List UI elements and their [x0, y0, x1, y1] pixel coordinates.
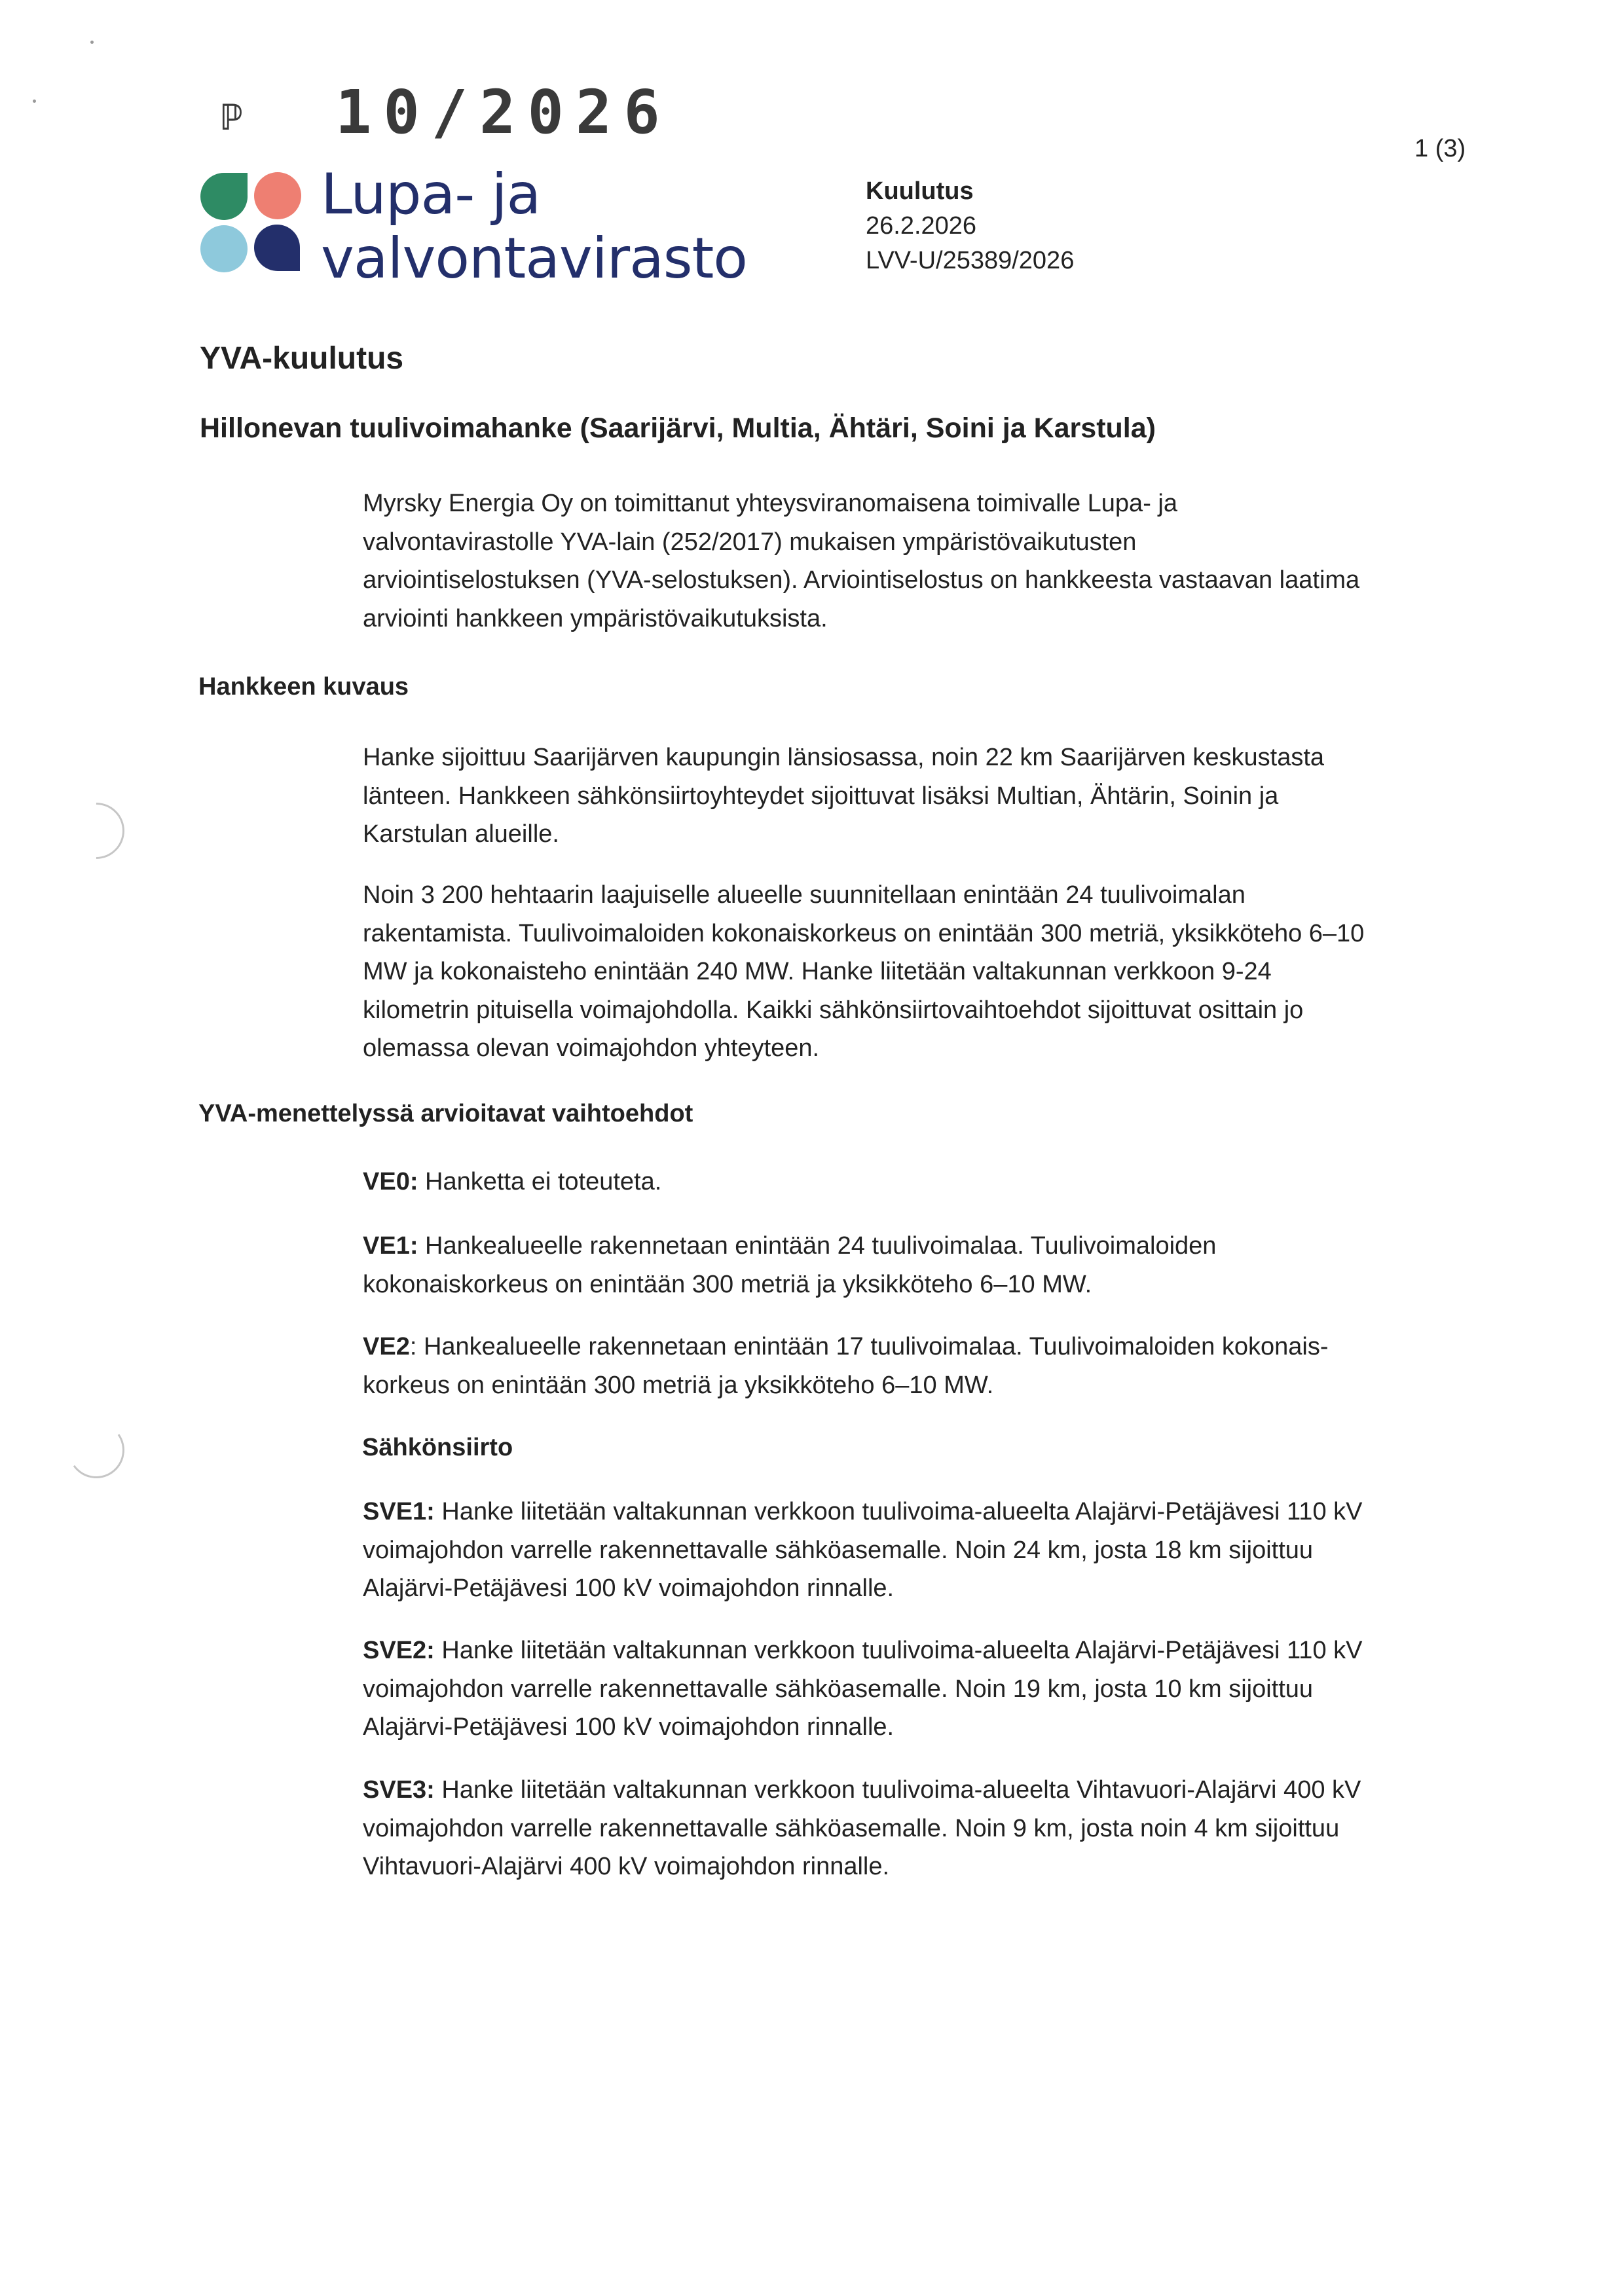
text-line: rakentamista. Tuulivoimaloiden kokonaiskorkeus on enintään 300 metriä, yksikköteho 6–10 [363, 919, 1365, 947]
text-line [363, 1771, 1476, 1810]
alternative-label: VE2 [363, 1333, 410, 1360]
alternative-ve2 [363, 1328, 1476, 1404]
logo-line-2: valvontavirasto [321, 226, 747, 291]
text-line: kokonaiskorkeus on enintään 300 metriä ja yksikköteho 6–10 MW. [363, 1270, 1092, 1298]
page-number: 1 (3) [1414, 135, 1466, 162]
agency-logo-text [321, 162, 747, 291]
text-line: arviointiselostuksen (YVA-selostuksen). Arviointiselostus on hankkeesta vastaavan laatima [363, 566, 1360, 594]
agency-logo-icon [200, 172, 301, 272]
text-line: voimajohdon varrelle rakennettavalle sähköasemalle. Noin 9 km, josta noin 4 km sijoittuu [363, 1814, 1340, 1842]
text-line: voimajohdon varrelle rakennettavalle sähköasemalle. Noin 19 km, josta 10 km sijoittuu [363, 1675, 1314, 1703]
alternative-text: Hanke liitetään valtakunnan verkkoon tuulivoima-alueelta Alajärvi-Petäjävesi 110 kV [434, 1498, 1363, 1525]
text-line: Hanke sijoittuu Saarijärven kaupungin länsiosassa, noin 22 km Saarijärven keskustasta [363, 744, 1325, 771]
logo-lightblue-dot [200, 225, 248, 272]
document-meta [866, 174, 1074, 278]
text-line: Karstulan alueille. [363, 820, 559, 848]
text-line: voimajohdon varrelle rakennettavalle sähköasemalle. Noin 24 km, josta 18 km sijoittuu [363, 1536, 1314, 1564]
section-heading-alternatives: YVA-menettelyssä arvioitavat vaihtoehdot [198, 1100, 693, 1127]
scan-speck [33, 100, 36, 103]
text-line: valvontavirastolle YVA-lain (252/2017) mukaisen ympäristövaikutusten [363, 528, 1137, 556]
project-location-paragraph [363, 738, 1476, 854]
alternative-text: : Hankealueelle rakennetaan enintään 17 tuulivoimalaa. Tuulivoimaloiden kokonais- [409, 1333, 1329, 1360]
stamp-mark: ℙ [221, 97, 240, 138]
text-line [363, 1328, 1476, 1366]
intro-paragraph [363, 484, 1476, 638]
text-line: Noin 3 200 hehtaarin laajuiselle alueelle suunnitellaan enintään 24 tuulivoimalan [363, 881, 1246, 909]
text-line: olemassa olevan voimajohdon yhteyteen. [363, 1034, 820, 1062]
logo-navy-drop [254, 225, 300, 271]
document-date: 26.2.2026 [866, 212, 977, 240]
alternative-sve2 [363, 1631, 1476, 1747]
alternative-label: VE1: [363, 1232, 418, 1260]
text-line [363, 1631, 1476, 1670]
alternative-label: SVE3: [363, 1776, 435, 1804]
alternative-ve0 [363, 1163, 1476, 1201]
document-reference: LVV-U/25389/2026 [866, 247, 1075, 274]
document-type: Kuulutus [866, 177, 974, 205]
alternative-text: Hanke liitetään valtakunnan verkkoon tuulivoima-alueelta Alajärvi-Petäjävesi 110 kV [434, 1637, 1363, 1664]
alternative-text: Hanke liitetään valtakunnan verkkoon tuulivoima-alueelta Vihtavuori-Alajärvi 400 kV [434, 1776, 1361, 1804]
alternative-text: Hanketta ei toteuteta. [418, 1168, 662, 1195]
alternative-ve1 [363, 1227, 1476, 1303]
text-line: Alajärvi-Petäjävesi 100 kV voimajohdon rinnalle. [363, 1713, 895, 1741]
stamp-number: 10/2026 [335, 77, 672, 147]
text-line [363, 1163, 1476, 1201]
document-title: YVA-kuulutus [200, 341, 404, 376]
text-line: Alajärvi-Petäjävesi 100 kV voimajohdon rinnalle. [363, 1575, 895, 1602]
alternative-sve1 [363, 1493, 1476, 1608]
logo-green-drop [200, 173, 248, 220]
scan-speck [90, 41, 94, 44]
text-line: Vihtavuori-Alajärvi 400 kV voimajohdon rinnalle. [363, 1853, 890, 1880]
logo-coral-dot [254, 172, 301, 219]
alternative-text: Hankealueelle rakennetaan enintään 24 tuulivoimalaa. Tuulivoimaloiden [418, 1232, 1217, 1260]
punch-hole-mark [56, 791, 136, 871]
text-line: arviointi hankkeen ympäristövaikutuksista. [363, 604, 828, 632]
text-line: MW ja kokonaisteho enintään 240 MW. Hanke liitetään valtakunnan verkkoon 9-24 [363, 958, 1272, 985]
alternative-label: VE0: [363, 1168, 418, 1195]
punch-hole-mark [64, 1417, 129, 1483]
alternative-label: SVE2: [363, 1637, 435, 1664]
text-line: kilometrin pituisella voimajohdolla. Kaikki sähkönsiirtovaihtoehdot sijoittuvat osittain jo [363, 996, 1304, 1024]
project-scope-paragraph [363, 876, 1476, 1068]
text-line: korkeus on enintään 300 metriä ja yksikköteho 6–10 MW. [363, 1371, 994, 1399]
text-line [363, 1227, 1476, 1266]
text-line: länteen. Hankkeen sähkönsiirtoyhteydet sijoittuvat lisäksi Multian, Ähtärin, Soinin ja [363, 782, 1279, 810]
alternative-label: SVE1: [363, 1498, 435, 1525]
document-subtitle: Hillonevan tuulivoimahanke (Saarijärvi, Multia, Ähtäri, Soini ja Karstula) [200, 412, 1156, 444]
section-heading-project-description: Hankkeen kuvaus [198, 673, 409, 701]
subheading-power-transmission: Sähkönsiirto [362, 1434, 513, 1461]
text-line: Myrsky Energia Oy on toimittanut yhteysviranomaisena toimivalle Lupa- ja [363, 490, 1177, 517]
alternative-sve3 [363, 1771, 1476, 1886]
text-line [363, 1493, 1476, 1531]
logo-line-1: Lupa- ja [321, 162, 541, 227]
